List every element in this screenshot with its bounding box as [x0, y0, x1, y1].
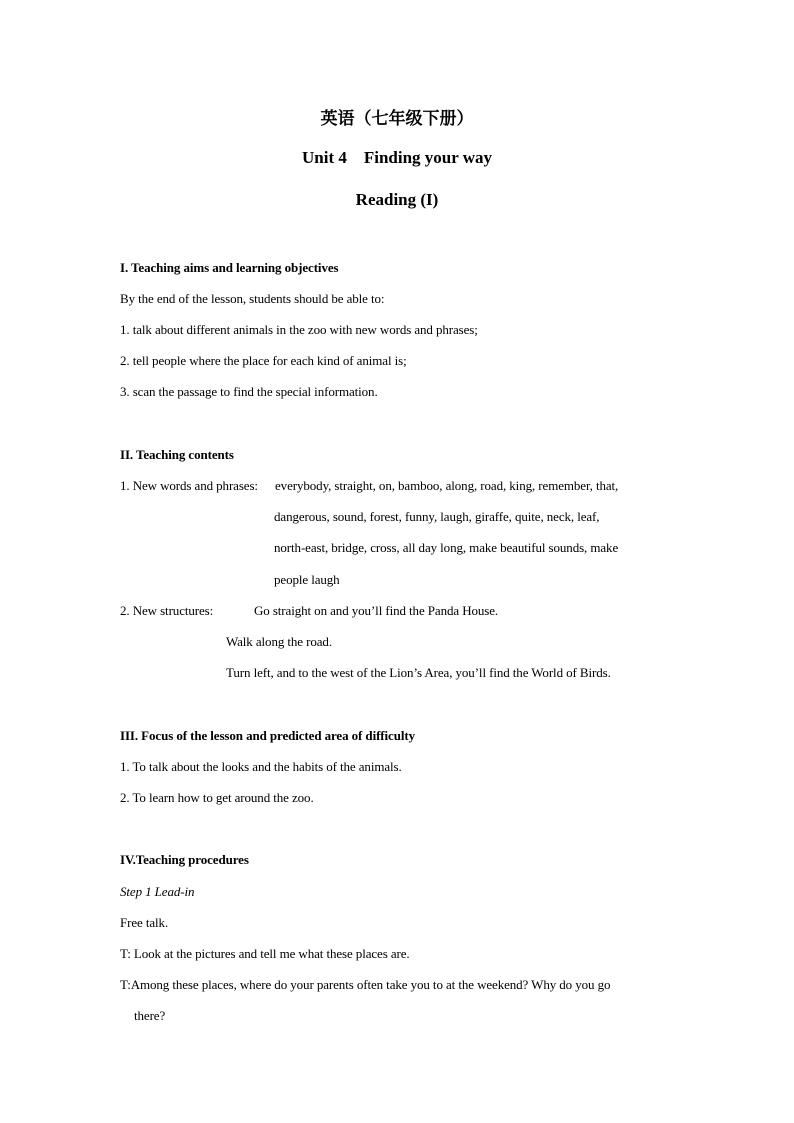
section-heading-procedures: IV.Teaching procedures [120, 852, 249, 867]
aims-item: 2. tell people where the place for each kind of animal is; [120, 353, 407, 368]
words-line: dangerous, sound, forest, funny, laugh, giraffe, quite, neck, leaf, [274, 509, 600, 524]
words-line: everybody, straight, on, bamboo, along, road, king, remember, that, [275, 478, 619, 493]
lesson-title: Reading (I) [355, 190, 439, 209]
structures-line: Walk along the road. [226, 634, 332, 649]
words-label: 1. New words and phrases: [120, 478, 258, 493]
words-line: north-east, bridge, cross, all day long, make beautiful sounds, make [274, 540, 619, 555]
aims-item: 3. scan the passage to find the special information. [120, 384, 378, 399]
unit-title: Unit 4 Finding your way [301, 148, 493, 167]
structures-line: Turn left, and to the west of the Lion’s Area, you’ll find the World of Birds. [226, 665, 611, 680]
procedure-line: T:Among these places, where do your parents often take you to at the weekend? Why do you go [120, 977, 611, 992]
aims-intro: By the end of the lesson, students should be able to: [120, 291, 385, 306]
focus-item: 1. To talk about the looks and the habits of the animals. [120, 759, 402, 774]
structures-line: Go straight on and you’ll find the Panda House. [254, 603, 499, 618]
structures-label: 2. New structures: [120, 603, 214, 618]
course-title: 英语（七年级下册） [320, 109, 474, 129]
step-title: Step 1 Lead-in [120, 884, 195, 899]
procedure-line: T: Look at the pictures and tell me what these places are. [120, 946, 410, 961]
procedure-line: there? [134, 1008, 166, 1023]
aims-item: 1. talk about different animals in the zoo with new words and phrases; [120, 322, 478, 337]
section-heading-focus: III. Focus of the lesson and predicted area of difficulty [120, 728, 415, 743]
words-line: people laugh [274, 572, 340, 587]
procedure-line: Free talk. [120, 915, 169, 930]
section-heading-aims: I. Teaching aims and learning objectives [120, 260, 339, 275]
section-heading-contents: II. Teaching contents [120, 447, 234, 462]
focus-item: 2. To learn how to get around the zoo. [120, 790, 314, 805]
